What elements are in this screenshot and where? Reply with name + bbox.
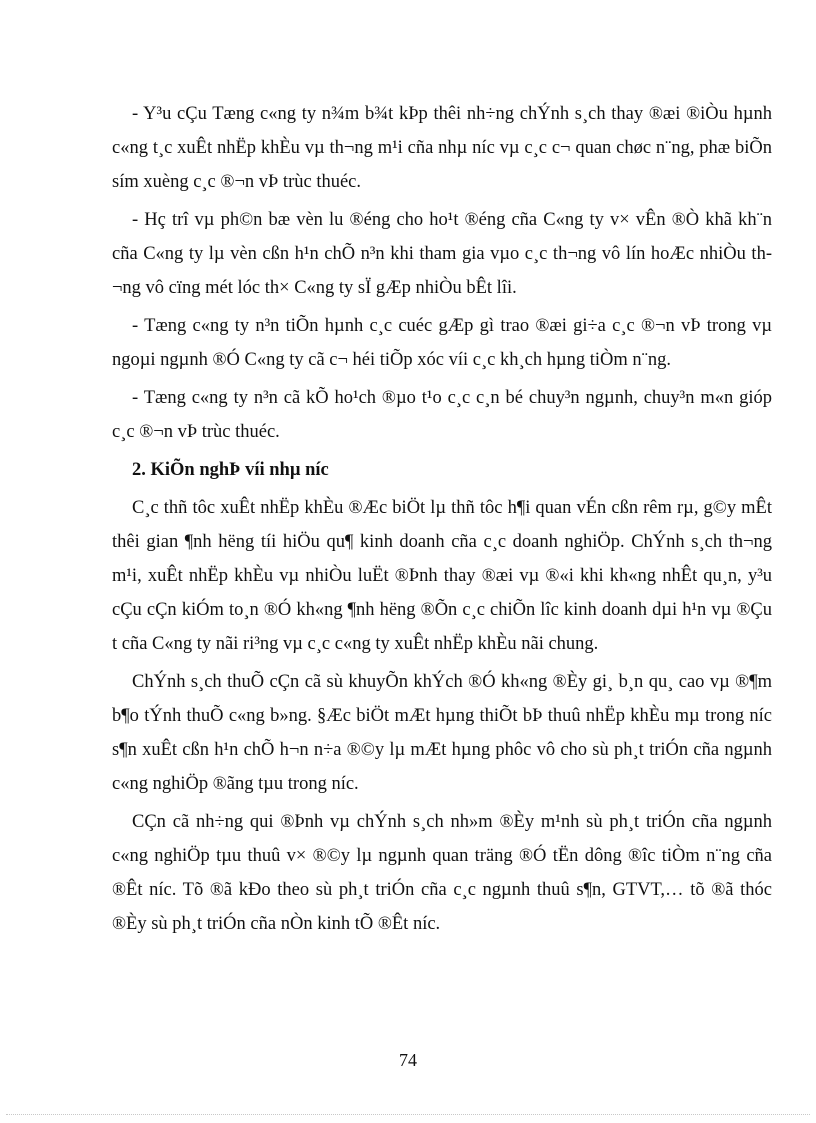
page-bottom-border — [6, 1114, 810, 1115]
section-heading: 2. KiÕn nghÞ víi nhµ níc — [132, 460, 329, 480]
paragraph: ChÝnh s¸ch thuÕ cÇn cã sù khuyÕn khÝch ®Ó kh«ng ®Èy gi¸ b¸n qu¸ cao vµ ®¶m b¶o tÝnh thuÕ c«ng b»ng. §Æc biÖt mÆt hµng thiÕt bÞ thuû nhËp khÈu mµ trong níc s¶n xuÊt cßn h¹n chÕ h¬n n÷a ®©y lµ mÆt hµng phôc vô cho sù ph¸t triÓn cña ngµnh c«ng nghiÖp ®ãng tµu trong níc. — [112, 672, 772, 794]
page-number: 74 — [399, 1050, 417, 1070]
paragraph: - Tæng c«ng ty n³n cã kÕ ho¹ch ®µo t¹o c¸c c¸n bé chuy³n ngµnh, chuy³n m«n gióp c¸c ®¬n vÞ trùc thuéc. — [112, 388, 772, 442]
body-text — [112, 97, 772, 945]
paragraph: - Y³u cÇu Tæng c«ng ty n¾m b¾t kÞp thêi nh÷ng chÝnh s¸ch thay ®æi ®iÒu hµnh c«ng t¸c xuÊt nhËp khÈu vµ th¬ng m¹i cña nhµ níc vµ c¸c c¬ quan chøc n¨ng, phæ biÕn sím xuèng c¸c ®¬n vÞ trùc thuéc. — [112, 104, 772, 192]
paragraph: CÇn cã nh÷ng qui ®Þnh vµ chÝnh s¸ch nh»m ®Èy m¹nh sù ph¸t triÓn cña ngµnh c«ng nghiÖp tµu thuû v× ®©y lµ ngµnh quan träng ®Ó tËn dông ®îc tiÒm n¨ng cña ®Êt níc. Tõ ®ã kÐo theo sù ph¸t triÓn cña c¸c ngµnh thuû s¶n, GTVT,… tõ ®ã thóc ®Èy sù ph¸t triÓn cña nÒn kinh tÕ ®Êt níc. — [112, 812, 772, 934]
paragraph: C¸c thñ tôc xuÊt nhËp khÈu ®Æc biÖt lµ thñ tôc h¶i quan vÉn cßn rêm rµ, g©y mÊt thêi gian ¶nh hëng tíi hiÖu qu¶ kinh doanh cña c¸c doanh nghiÖp. ChÝnh s¸ch th¬ng m¹i, xuÊt nhËp khÈu vµ nhiÒu luËt ®Þnh thay ®æi vµ ®«i khi kh«ng nhÊt qu¸n, y³u cÇu cÇn kiÓm to¸n ®Ó kh«ng ¶nh hëng ®Õn c¸c chiÕn lîc kinh doanh dµi h¹n vµ ®Çu t cña C«ng ty nãi ri³ng vµ c¸c c«ng ty xuÊt nhËp khÈu nãi chung. — [112, 498, 772, 654]
paragraph: - Tæng c«ng ty n³n tiÕn hµnh c¸c cuéc gÆp gì trao ®æi gi÷a c¸c ®¬n vÞ trong vµ ngoµi ngµnh ®Ó C«ng ty cã c¬ héi tiÕp xóc víi c¸c kh¸ch hµng tiÒm n¨ng. — [112, 316, 772, 370]
paragraph: - Hç trî vµ ph©n bæ vèn lu ®éng cho ho¹t ®éng cña C«ng ty v× vÊn ®Ò khã kh¨n cña C«ng ty lµ vèn cßn h¹n chÕ n³n khi tham gia vµo c¸c th¬ng vô lín hoÆc nhiÒu th¬ng vô cïng mét lóc th× C«ng ty sÏ gÆp nhiÒu bÊt lîi. — [112, 210, 772, 298]
